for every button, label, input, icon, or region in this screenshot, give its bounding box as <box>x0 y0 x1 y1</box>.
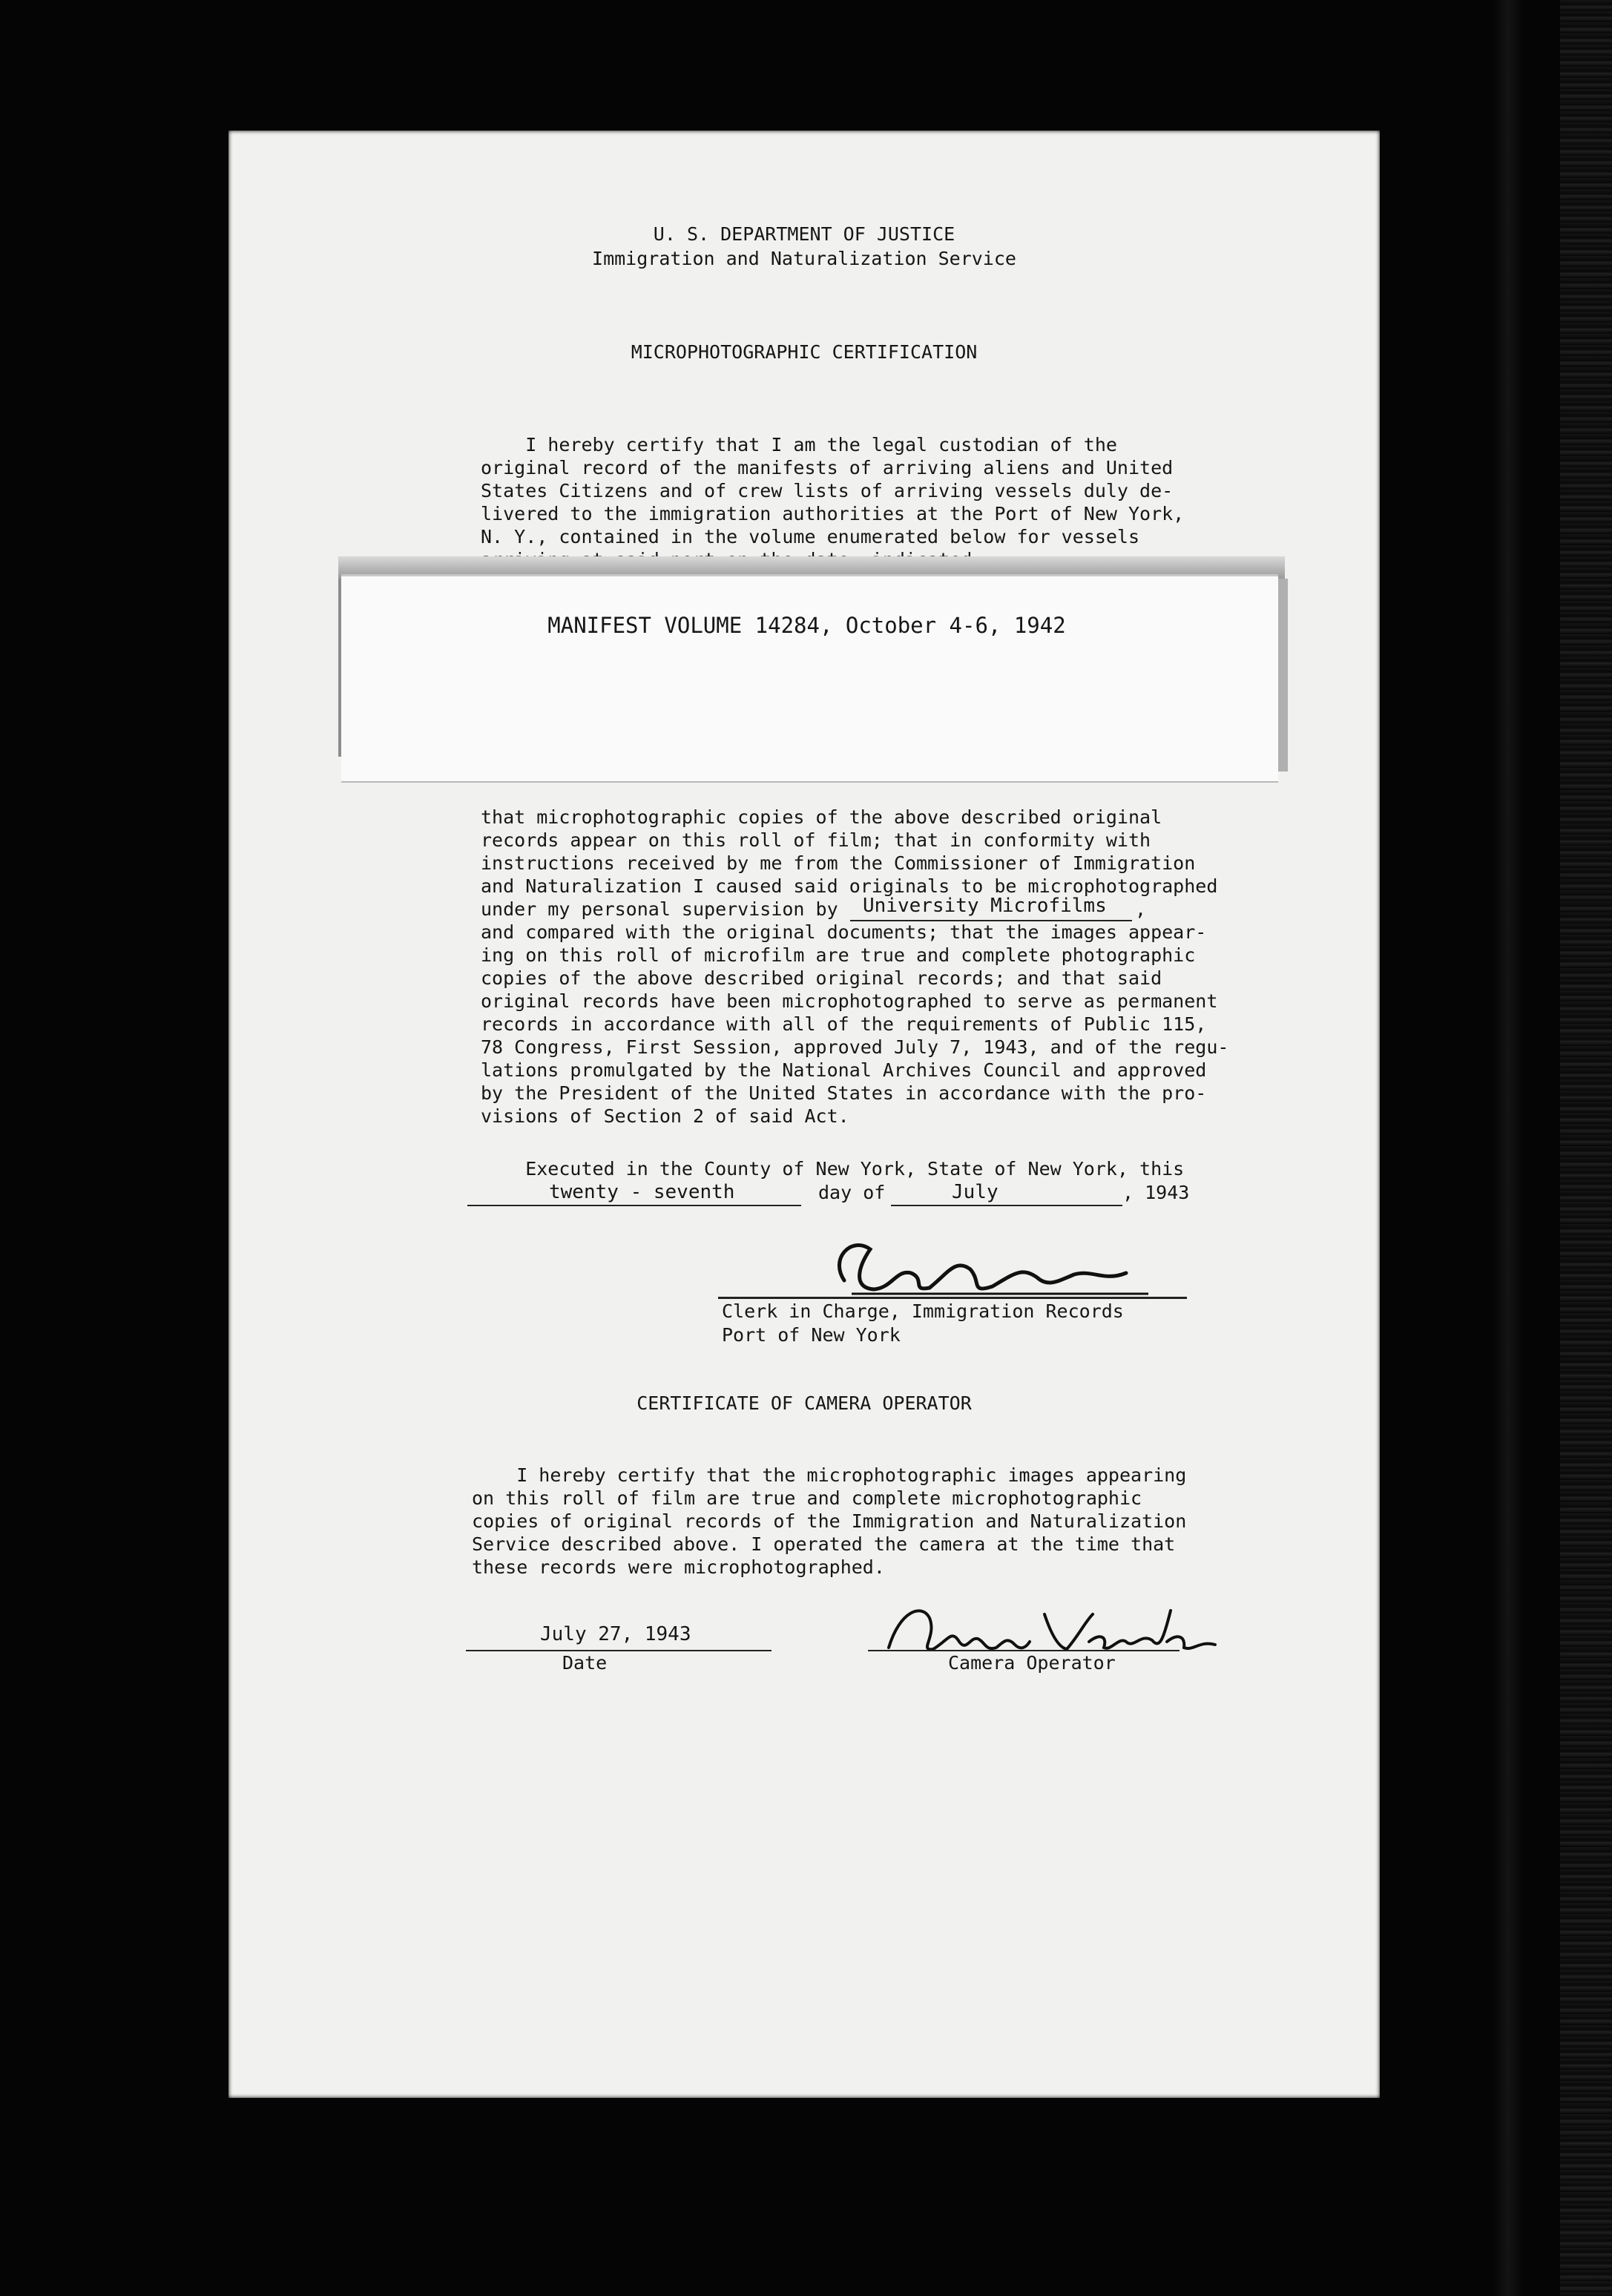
text-line: I hereby certify that I am the legal custodian of the <box>481 434 1117 455</box>
supervisor-name: University Microfilms <box>863 895 1107 917</box>
department-heading: U. S. DEPARTMENT OF JUSTICE <box>653 223 955 245</box>
camera-certificate-title: CERTIFICATE OF CAMERA OPERATOR <box>636 1392 972 1414</box>
text-line: visions of Section 2 of said Act. <box>481 1105 849 1127</box>
text-line: that microphotographic copies of the above described original <box>481 806 1162 828</box>
fill-in-rule <box>891 1205 1122 1206</box>
text-line: and compared with the original documents; that the images appear- <box>481 921 1207 943</box>
signature-rule <box>718 1297 1187 1299</box>
executed-line: Executed in the County of New York, State of New York, this <box>481 1158 1185 1180</box>
text-line: ing on this roll of microfilm are true and complete photographic <box>481 944 1196 966</box>
text-line: copies of original records of the Immigration and Naturalization <box>472 1510 1187 1532</box>
month-value: July <box>952 1181 999 1203</box>
text-line: these records were microphotographed. <box>472 1556 885 1578</box>
text-line: original record of the manifests of arriving aliens and United <box>481 457 1174 478</box>
text-line: copies of the above described original records; and that said <box>481 967 1162 989</box>
text-line: by the President of the United States in accordance with the pro- <box>481 1082 1207 1104</box>
operator-label: Camera Operator <box>948 1652 1116 1674</box>
year-value: , 1943 <box>1122 1182 1190 1203</box>
date-label: Date <box>562 1652 608 1674</box>
film-edge-texture <box>1560 0 1612 2296</box>
certification-title: MICROPHOTOGRAPHIC CERTIFICATION <box>631 341 978 363</box>
date-rule <box>466 1650 772 1651</box>
text-line: on this roll of film are true and complete microphotographic <box>472 1487 1142 1509</box>
text-line: Service described above. I operated the camera at the time that <box>472 1533 1176 1555</box>
film-edge-shadow <box>1493 0 1523 2296</box>
manifest-volume: MANIFEST VOLUME 14284, October 4-6, 1942 <box>547 613 1066 638</box>
text-line: N. Y., contained in the volume enumerated below for vessels <box>481 526 1140 547</box>
text-line: I hereby certify that the microphotographic images appearing <box>472 1464 1187 1486</box>
service-heading: Immigration and Naturalization Service <box>592 248 1016 269</box>
text-line: original records have been microphotographed to serve as permanent <box>481 990 1218 1012</box>
certificate-page <box>228 131 1380 2098</box>
text-line: lations promulgated by the National Archives Council and approved <box>481 1059 1207 1081</box>
text-line: under my personal supervision by <box>481 898 838 920</box>
text-line: records in accordance with all of the requirements of Public 115, <box>481 1013 1207 1035</box>
manifest-strip <box>341 574 1278 781</box>
text-line: and Naturalization I caused said originals to be microphotographed <box>481 875 1218 897</box>
comma: , <box>1135 898 1147 920</box>
fill-in-rule <box>467 1205 801 1206</box>
date-value: July 27, 1943 <box>540 1623 691 1645</box>
clerk-title: Clerk in Charge, Immigration Records <box>722 1300 1124 1322</box>
text-line: records appear on this roll of film; that in conformity with <box>481 829 1151 851</box>
text-line: 78 Congress, First Session, approved July 7, 1943, and of the regu- <box>481 1036 1229 1058</box>
day-of-label: day of <box>818 1182 886 1203</box>
text-line: instructions received by me from the Commissioner of Immigration <box>481 852 1196 874</box>
day-value: twenty - seventh <box>549 1181 735 1203</box>
text-line: States Citizens and of crew lists of arriving vessels duly de- <box>481 480 1174 501</box>
clerk-place: Port of New York <box>722 1324 901 1346</box>
text-line: livered to the immigration authorities at the Port of New York, <box>481 503 1185 524</box>
